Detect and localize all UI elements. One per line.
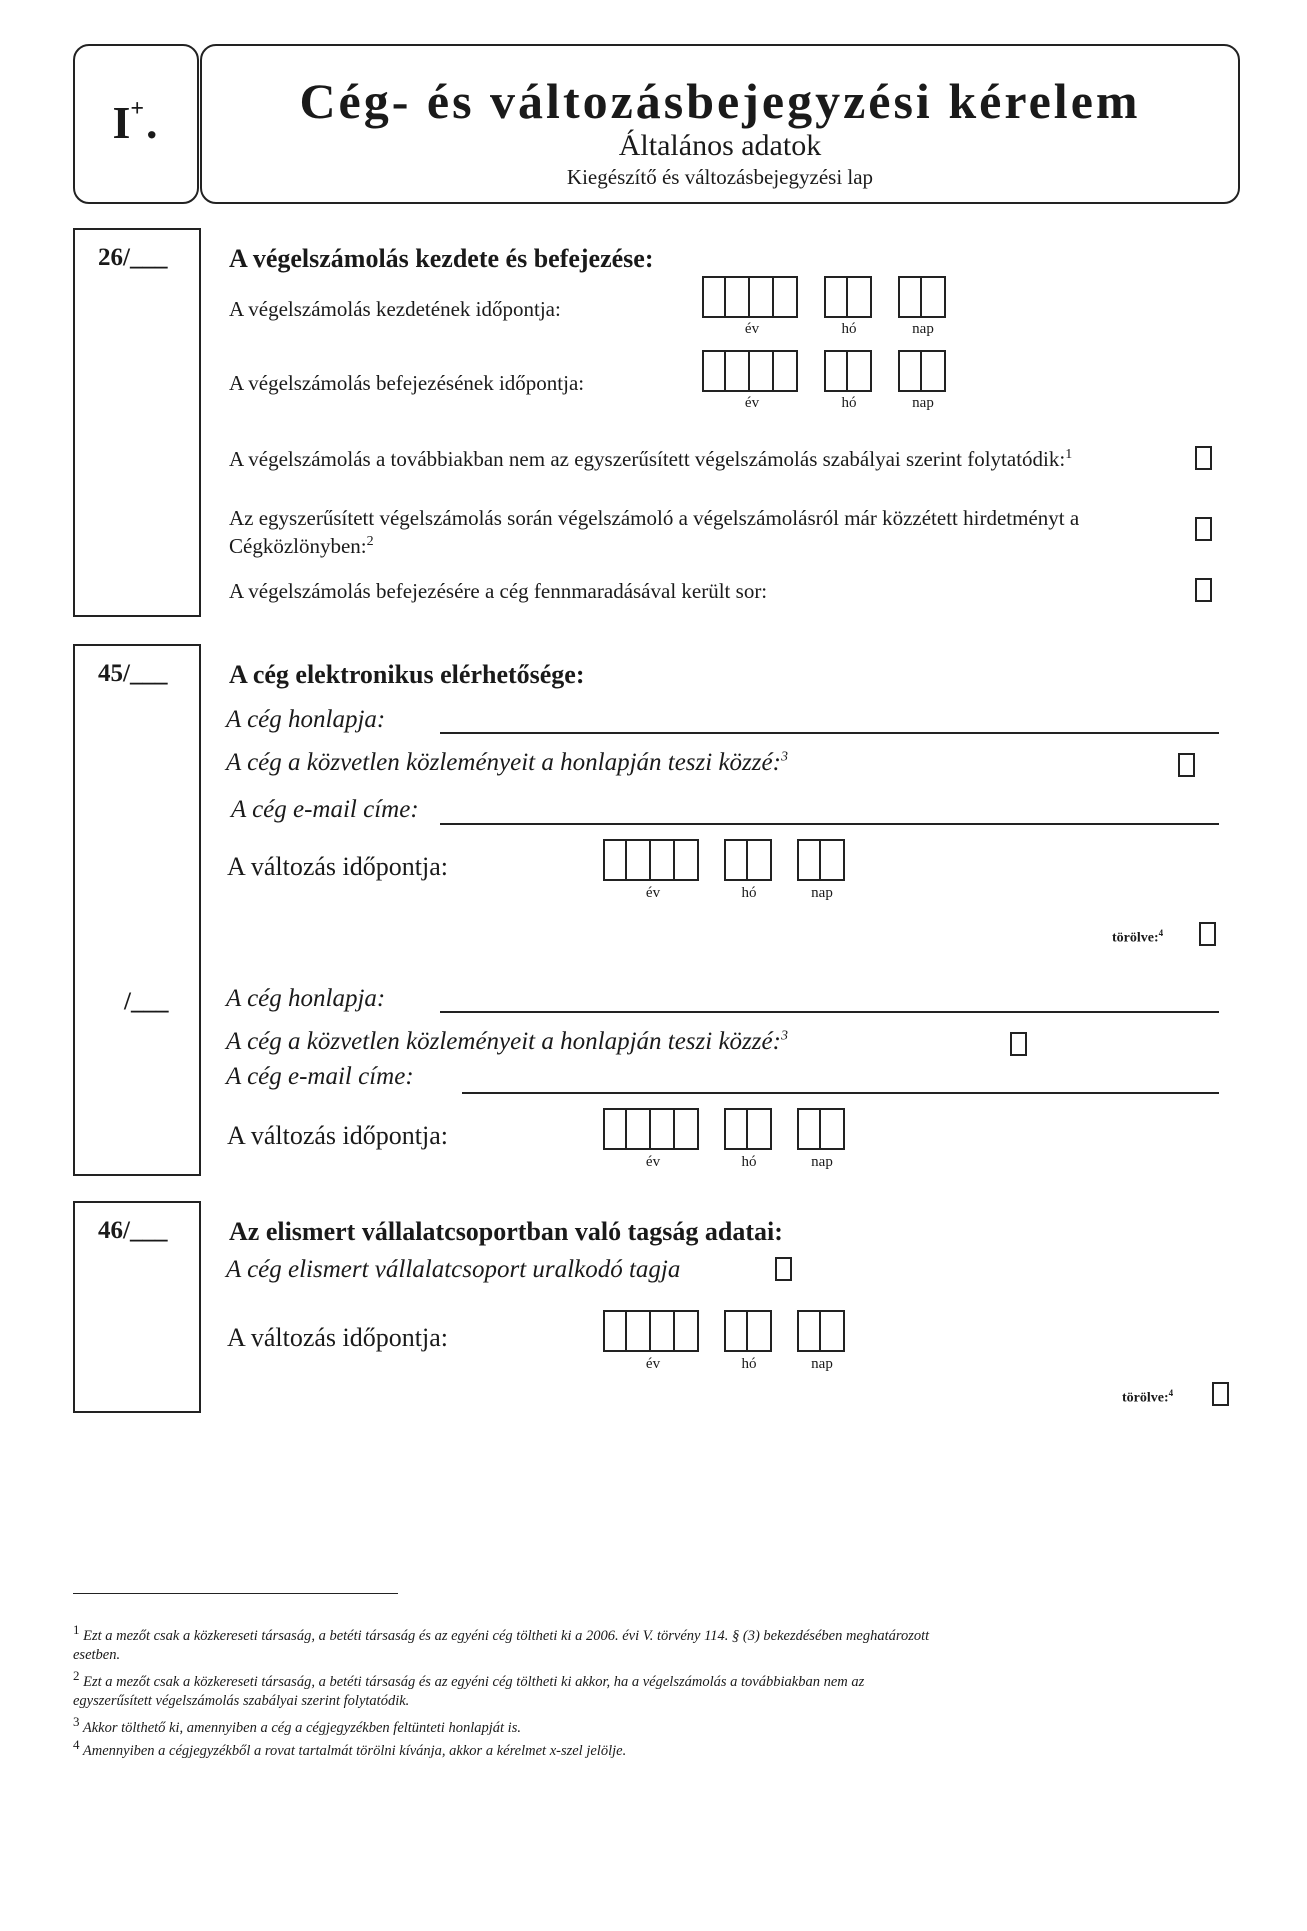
form-id: I+.: [112, 96, 160, 148]
change-date-day-3[interactable]: [797, 1310, 845, 1352]
homepage-input-2[interactable]: [440, 1011, 1219, 1013]
change-date-label: A változás időpontja:: [227, 852, 448, 881]
day-caption: nap: [912, 395, 934, 411]
liquidation-start-month[interactable]: [824, 276, 872, 318]
month-caption: hó: [841, 321, 857, 337]
change-date-month-3[interactable]: [724, 1310, 772, 1352]
page-subtitle-small: Kiegészítő és változásbejegyzési lap: [566, 165, 874, 189]
email-label: A cég e-mail címe:: [231, 796, 419, 823]
change-date-label-2: A változás időpontja:: [227, 1121, 448, 1150]
liquidation-end-day[interactable]: [898, 350, 946, 392]
liquidation-start-label: A végelszámolás kezdetének időpontja:: [229, 297, 561, 321]
day-caption: nap: [811, 1356, 833, 1372]
change-date-day[interactable]: [797, 839, 845, 881]
not-simplified-checkbox[interactable]: [1195, 446, 1212, 470]
publish-on-homepage-checkbox-2[interactable]: [1010, 1032, 1027, 1056]
change-date-year-2[interactable]: [603, 1108, 699, 1150]
footnote-3: $^3$ Akkor tölthető ki, amennyiben a cég a cégjegyzékben feltünteti honlapját is.: [73, 1714, 521, 1736]
deleted-label-2: törölve:$^4$: [1122, 1388, 1174, 1406]
month-caption: hó: [741, 885, 757, 901]
month-caption: hó: [841, 395, 857, 411]
section-26-number: 26/___: [98, 244, 168, 271]
published-notice-label: Az egyszerűsített végelszámolás során végelszámoló a végelszámolásról már közzétett hirdetményt a Cégközlönyben:$^2$: [229, 506, 1080, 558]
publish-on-homepage-label: A cég a közvetlen közleményeit a honlapján teszi közzé:$^3$: [226, 749, 788, 776]
change-date-year-3[interactable]: [603, 1310, 699, 1352]
section-45-sub-number: /___: [124, 988, 169, 1015]
deleted-checkbox[interactable]: [1199, 922, 1216, 946]
published-notice-checkbox[interactable]: [1195, 517, 1212, 541]
page-subtitle: Általános adatok: [618, 129, 822, 162]
email-input-2[interactable]: [462, 1092, 1219, 1094]
day-caption: nap: [811, 1154, 833, 1170]
change-date-month[interactable]: [724, 839, 772, 881]
footnote-1: $^1$ Ezt a mezőt csak a közkereseti társaság, a betéti társaság és az egyéni cég töltheti ki a 2006. évi V. törvény 114. § (3) bekezdésében meghatározott esetben.: [73, 1622, 930, 1663]
liquidation-end-year[interactable]: [702, 350, 798, 392]
publish-on-homepage-checkbox[interactable]: [1178, 753, 1195, 777]
change-date-label-3: A változás időpontja:: [227, 1323, 448, 1352]
liquidation-end-label: A végelszámolás befejezésének időpontja:: [229, 371, 585, 395]
homepage-input[interactable]: [440, 732, 1219, 734]
section-45-number: 45/___: [98, 660, 168, 687]
company-continues-checkbox[interactable]: [1195, 578, 1212, 602]
footnote-divider: [73, 1593, 398, 1594]
change-date-year[interactable]: [603, 839, 699, 881]
page-title: Cég- és változásbejegyzési kérelem: [299, 73, 1141, 129]
day-caption: nap: [912, 321, 934, 337]
section-45-number-box: [73, 644, 201, 1176]
section-26-title: A végelszámolás kezdete és befejezése:: [229, 244, 654, 273]
email-input[interactable]: [440, 823, 1219, 825]
year-caption: év: [645, 1154, 661, 1170]
homepage-label: A cég honlapja:: [226, 706, 386, 733]
deleted-checkbox-2[interactable]: [1212, 1382, 1229, 1406]
change-date-day-2[interactable]: [797, 1108, 845, 1150]
section-46-number: 46/___: [98, 1217, 168, 1244]
month-caption: hó: [741, 1356, 757, 1372]
day-caption: nap: [811, 885, 833, 901]
year-caption: év: [645, 1356, 661, 1372]
year-caption: év: [744, 395, 760, 411]
form-id-sup: +: [130, 96, 147, 122]
year-caption: év: [744, 321, 760, 337]
homepage-label-2: A cég honlapja:: [226, 985, 386, 1012]
year-caption: év: [645, 885, 661, 901]
section-26-number-box: [73, 228, 201, 617]
month-caption: hó: [741, 1154, 757, 1170]
company-continues-label: A végelszámolás befejezésére a cég fennmaradásával került sor:: [229, 579, 768, 603]
email-label-2: A cég e-mail címe:: [226, 1063, 414, 1090]
publish-on-homepage-label-2: A cég a közvetlen közleményeit a honlapján teszi közzé:$^3$: [226, 1028, 788, 1055]
section-46-title: Az elismert vállalatcsoportban való tagság adatai:: [229, 1217, 783, 1246]
dominant-member-label: A cég elismert vállalatcsoport uralkodó tagja: [226, 1256, 681, 1283]
change-date-month-2[interactable]: [724, 1108, 772, 1150]
liquidation-start-year[interactable]: [702, 276, 798, 318]
section-45-title: A cég elektronikus elérhetősége:: [229, 660, 585, 689]
deleted-label: törölve:$^4$: [1112, 928, 1164, 946]
footnote-2: $^2$ Ezt a mezőt csak a közkereseti társaság, a betéti társaság és az egyéni cég töltheti ki akkor, ha a végelszámolás a továbbiakban nem az egyszerűsített végelszámolás szabályai szerint folytatódik.: [73, 1668, 865, 1709]
footnote-4: $^4$ Amennyiben a cégjegyzékből a rovat tartalmát törölni kívánja, akkor a kérelmet x-szel jelölje.: [73, 1737, 627, 1759]
liquidation-start-day[interactable]: [898, 276, 946, 318]
dominant-member-checkbox[interactable]: [775, 1257, 792, 1281]
not-simplified-label: A végelszámolás a továbbiakban nem az egyszerűsített végelszámolás szabályai szerint folytatódik:$^1$: [229, 447, 1073, 471]
liquidation-end-month[interactable]: [824, 350, 872, 392]
